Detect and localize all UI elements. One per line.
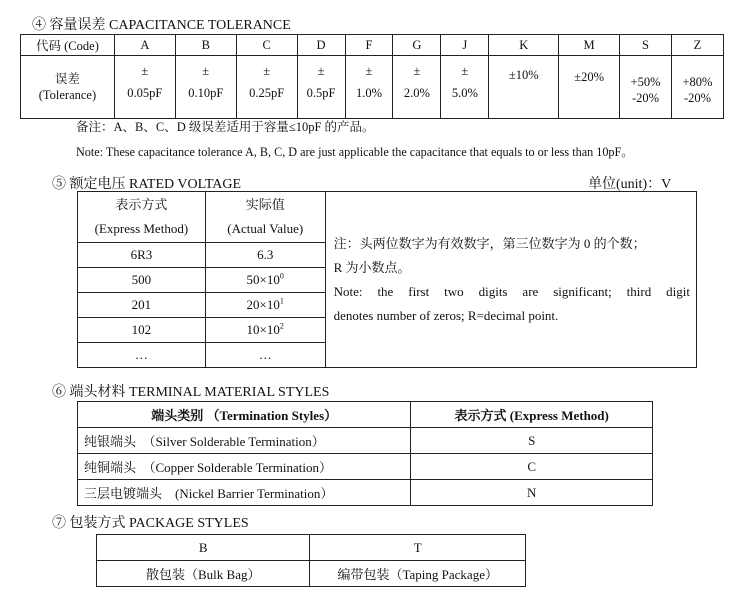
capacitance-tolerance-table — [20, 34, 724, 119]
tolerance-sign: ± — [461, 64, 469, 78]
tolerance-cell: ±10% — [489, 56, 559, 119]
code-cell: A — [114, 35, 175, 56]
value-exponent: 2 — [279, 321, 284, 331]
actual-value-header — [205, 192, 325, 243]
package-heading: ⑦ 包装方式 PACKAGE STYLES — [52, 516, 249, 531]
code-cell: K — [489, 35, 559, 56]
tolerance-header-en: (Tolerance) — [38, 88, 97, 102]
termination-code: N — [411, 480, 653, 506]
tolerance-minus: -20% — [683, 91, 712, 105]
tolerance-row — [21, 56, 724, 119]
tolerance-header-cn: 误差 — [54, 72, 80, 86]
tolerance-value: 1.0% — [355, 86, 383, 100]
termination-style: 纯银端头 （Silver Solderable Termination） — [78, 428, 411, 454]
value-base: 20×10 — [246, 297, 280, 312]
code-cell: C — [236, 35, 297, 56]
code-cell: Z — [671, 35, 723, 56]
voltage-note — [325, 192, 696, 368]
header-cn: 表示方式 — [115, 197, 168, 212]
cap-note-en: Note: These capacitance tolerance A, B, C, D are just applicable the capacitance that equals to or less than 10pF。 — [76, 145, 634, 159]
termination-style: 三层电镀端头 (Nickel Barrier Termination） — [78, 480, 411, 506]
note-line: 注：头两位数字为有效数字，第三位数字为 0 的个数； — [333, 235, 646, 251]
header-row — [78, 192, 697, 243]
rated-voltage-heading: ⑤ 额定电压 RATED VOLTAGE — [52, 177, 242, 192]
header-row — [78, 402, 653, 428]
tolerance-value: 0.5pF — [306, 86, 336, 100]
package-styles-table — [96, 534, 526, 587]
package-code: T — [310, 535, 526, 561]
express-method-header: 表示方式 (Express Method) — [411, 402, 653, 428]
express-code: 102 — [78, 318, 206, 343]
actual-value — [205, 293, 325, 318]
package-name: 编带包装（Taping Package） — [310, 561, 526, 587]
tolerance-header — [21, 56, 115, 119]
code-row — [97, 535, 526, 561]
note-line: denotes number of zeros; R=decimal point. — [333, 307, 559, 323]
tolerance-value: 0.25pF — [249, 86, 285, 100]
value-base: 50×10 — [246, 272, 280, 287]
actual-value — [205, 318, 325, 343]
tolerance-sign: ± — [317, 64, 325, 78]
tolerance-value: 2.0% — [403, 86, 430, 100]
tolerance-sign: ± — [413, 64, 421, 78]
tolerance-sign: ± — [365, 64, 373, 78]
terminal-material-table — [77, 401, 653, 506]
code-cell: M — [559, 35, 620, 56]
note-line: Note: the first two digits are significant; third digit — [333, 283, 690, 299]
tolerance-value: 0.05pF — [127, 86, 163, 100]
tolerance-value: 5.0% — [451, 86, 478, 100]
tolerance-plus: +80% — [682, 75, 713, 89]
termination-code: S — [411, 428, 653, 454]
tolerance-cell — [236, 56, 297, 119]
tolerance-cell — [175, 56, 236, 119]
header-en: (Express Method) — [94, 221, 189, 236]
value-exponent: 0 — [279, 271, 284, 281]
package-code: B — [97, 535, 310, 561]
actual-value — [205, 268, 325, 293]
actual-value — [205, 343, 325, 368]
code-cell: S — [620, 35, 672, 56]
express-code: 201 — [78, 293, 206, 318]
code-row — [21, 35, 724, 56]
tolerance-sign: ± — [141, 64, 149, 78]
tolerance-cell: ±20% — [559, 56, 620, 119]
tolerance-sign: ± — [202, 64, 210, 78]
tolerance-cell — [620, 56, 672, 119]
code-cell: D — [297, 35, 345, 56]
express-code: … — [78, 343, 206, 368]
termination-styles-header: 端头类别 （Termination Styles） — [78, 402, 411, 428]
value-exponent: 1 — [279, 296, 284, 306]
tolerance-cell — [393, 56, 441, 119]
tolerance-value: 0.10pF — [188, 86, 224, 100]
table-row — [78, 428, 653, 454]
tolerance-minus: -20% — [631, 91, 660, 105]
code-header: 代码 (Code) — [21, 35, 115, 56]
value-base: … — [258, 347, 272, 362]
table-row — [78, 480, 653, 506]
name-row — [97, 561, 526, 587]
package-name: 散包装（Bulk Bag） — [97, 561, 310, 587]
code-cell: J — [441, 35, 489, 56]
rated-voltage-table — [77, 191, 697, 368]
express-method-header — [78, 192, 206, 243]
unit-label: 单位(unit)：V — [588, 177, 672, 192]
tolerance-cell — [671, 56, 723, 119]
tolerance-cell — [441, 56, 489, 119]
cap-note-cn: 备注：A、B、C、D 级误差适用于容量≤10pF 的产品。 — [76, 120, 375, 134]
table-row — [78, 454, 653, 480]
actual-value — [205, 243, 325, 268]
code-cell: F — [345, 35, 393, 56]
termination-code: C — [411, 454, 653, 480]
tolerance-cell — [114, 56, 175, 119]
note-line: R 为小数点。 — [333, 259, 411, 275]
code-cell: G — [393, 35, 441, 56]
header-en: (Actual Value) — [227, 221, 304, 236]
express-code: 6R3 — [78, 243, 206, 268]
tolerance-cell — [297, 56, 345, 119]
express-code: 500 — [78, 268, 206, 293]
tolerance-cell — [345, 56, 393, 119]
tolerance-sign: ± — [263, 64, 271, 78]
tolerance-plus: +50% — [630, 75, 661, 89]
value-base: 10×10 — [246, 322, 280, 337]
header-cn: 实际值 — [245, 197, 285, 212]
termination-style: 纯铜端头 （Copper Solderable Termination） — [78, 454, 411, 480]
cap-tolerance-heading: ④ 容量误差 CAPACITANCE TOLERANCE — [32, 18, 291, 33]
terminal-heading: ⑥ 端头材料 TERMINAL MATERIAL STYLES — [52, 385, 330, 400]
value-base: 6.3 — [257, 247, 274, 262]
code-cell: B — [175, 35, 236, 56]
